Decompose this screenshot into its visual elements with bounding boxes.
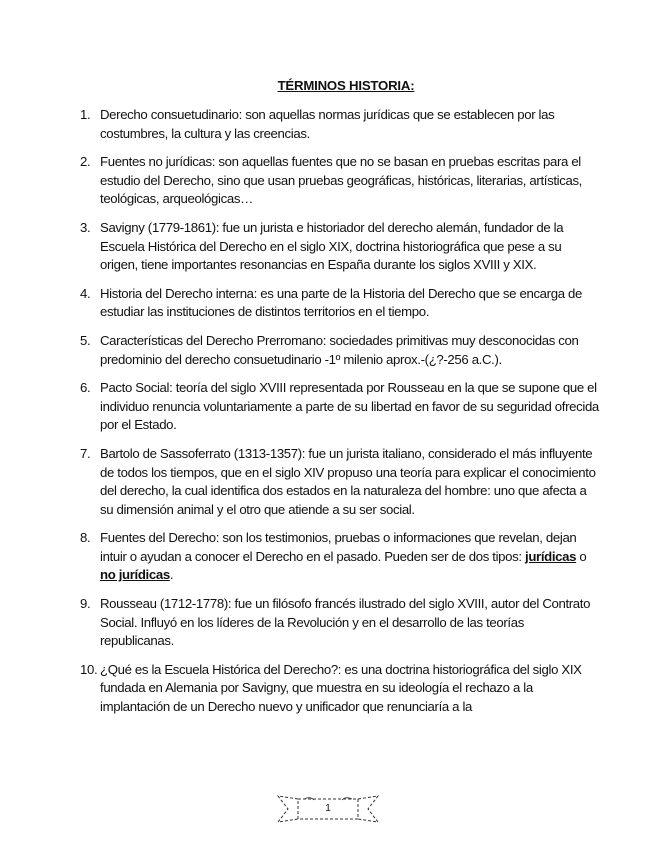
list-item xyxy=(80,219,600,275)
item-number: 5. xyxy=(80,332,91,348)
item-text: Pacto Social: teoría del siglo XVIII representada por Rousseau en la que se supone que el individuo renuncia voluntariamente a parte de su libertad en favor de su seguridad ofrecida por el Estado. xyxy=(100,380,599,433)
item-text: Características del Derecho Prerromano: sociedades primitivas muy desconocidas con predominio del derecho consuetudinario -1º milenio aprox.-(¿?-256 a.C.). xyxy=(100,332,579,367)
item-number: 3. xyxy=(80,219,91,235)
list-item xyxy=(80,285,600,322)
terms-list xyxy=(80,106,600,727)
list-item xyxy=(80,661,600,717)
list-item xyxy=(80,153,600,209)
term-no-juridicas: no jurídicas xyxy=(100,567,170,583)
page-footer xyxy=(274,794,382,824)
item-text: Rousseau (1712-1778): fue un filósofo francés ilustrado del siglo XVIII, autor del Contrato Social. Influyó en los líderes de la Revolución y en el desarrollo de las teorías republicanas. xyxy=(100,596,591,649)
item-number: 7. xyxy=(80,445,91,461)
list-item xyxy=(80,332,600,369)
list-item xyxy=(80,595,600,651)
item-text: ¿Qué es la Escuela Histórica del Derecho?: es una doctrina historiográfica del siglo XIX fundada en Alemania por Savigny, que muestra en su ideología el rechazo a la implantación de un Derecho nuevo y unificador que renunciaría a la xyxy=(100,661,582,715)
item-text: Historia del Derecho interna: es una parte de la Historia del Derecho que se encarga de estudiar las instituciones de distintos territorios en el tiempo. xyxy=(100,285,582,320)
item-number: 8. xyxy=(80,530,91,546)
list-item xyxy=(80,106,600,143)
item-text-after: . xyxy=(169,567,174,583)
item-number: 10. xyxy=(80,661,98,677)
document-title: TÉRMINOS HISTORIA: xyxy=(277,78,415,93)
item-number: 4. xyxy=(80,285,91,301)
item-text: Fuentes no jurídicas: son aquellas fuentes que no se basan en pruebas escritas para el estudio del Derecho, sino que usan pruebas geográficas, históricas, literarias, artísticas, teológicas, arqueológicas… xyxy=(100,154,582,207)
item-number: 2. xyxy=(80,154,91,170)
page-number: 1 xyxy=(325,803,331,814)
list-item xyxy=(80,379,600,435)
item-number: 9. xyxy=(80,596,91,612)
item-text-before: Fuentes del Derecho: son los testimonios, pruebas o informaciones que revelan, dejan intuir o ayudan a conocer el Derecho en el pasado. Pueden ser de dos tipos: xyxy=(100,530,577,564)
item-number: 1. xyxy=(80,107,91,122)
item-number: 6. xyxy=(80,380,91,396)
list-item xyxy=(80,529,600,585)
item-text: Bartolo de Sassoferrato (1313-1357): fue un jurista italiano, considerado el más influyente de todos los tiempos, que en el siglo XIV propuso una teoría para explicar el conocimiento del derecho, la cual identifica dos estados en la naturaleza del hombre: uno que afecta a su dimensión animal y el otro que atiende a su ser social. xyxy=(100,445,596,517)
list-item xyxy=(80,445,600,519)
item-text: Savigny (1779-1861): fue un jurista e historiador del derecho alemán, fundador de la Escuela Histórica del Derecho en el siglo XIX, doctrina historiográfica que pese a su origen, tiene importantes resonancias en España durante los siglos XVIII y XIX. xyxy=(100,219,564,273)
item-connector: o xyxy=(576,548,587,564)
item-text: Derecho consuetudinario: son aquellas normas jurídicas que se establecen por las costumbres, la cultura y las creencias. xyxy=(100,107,555,141)
term-juridicas: jurídicas xyxy=(525,548,577,564)
